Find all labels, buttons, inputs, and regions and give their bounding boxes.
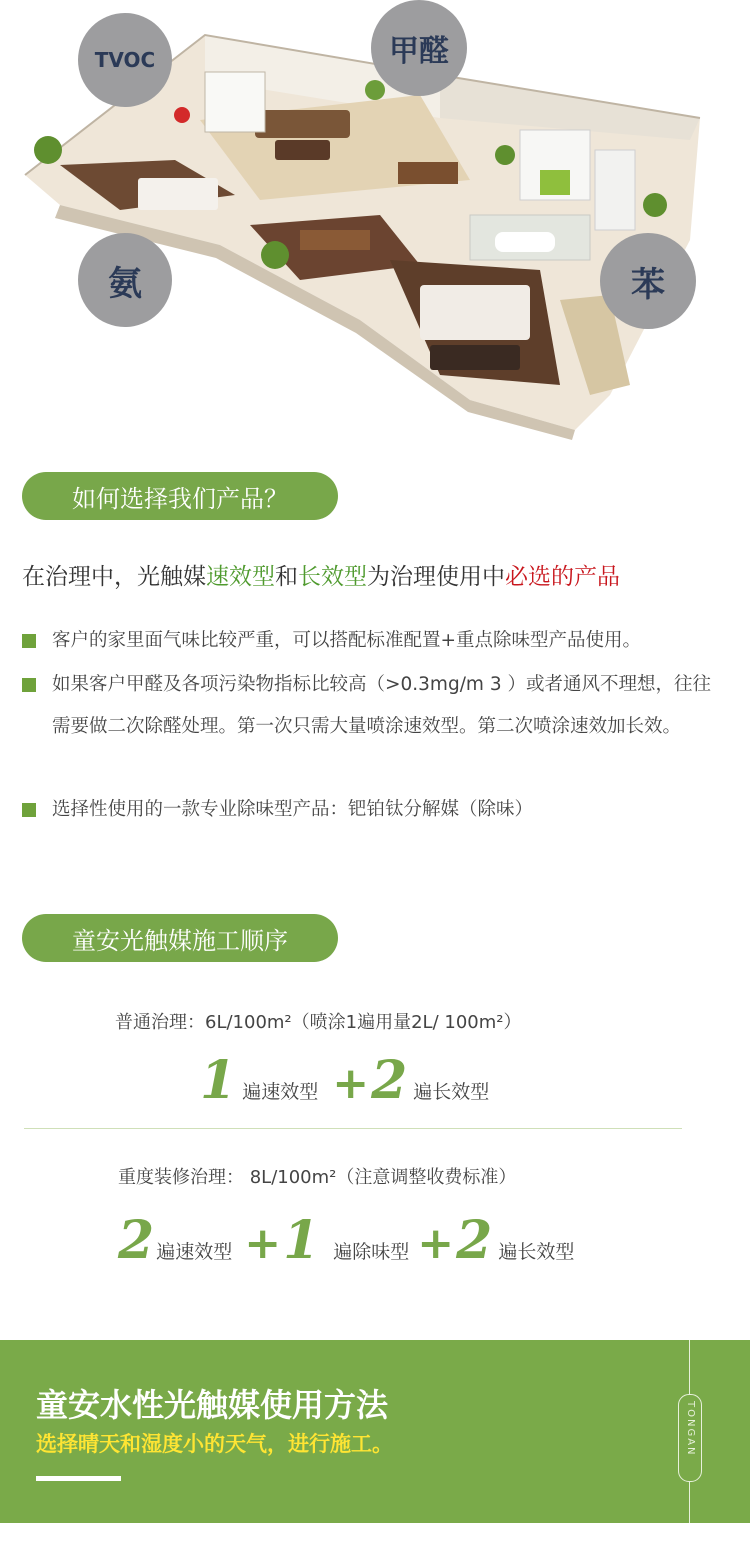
lead-part1: 在治理中，光触媒 bbox=[22, 564, 206, 590]
lead-highlight-long: 长效型 bbox=[298, 564, 367, 590]
heavy-treatment-desc: 重度装修治理： 8L/100m²（注意调整收费标准） bbox=[118, 1167, 517, 1188]
decor-line-top bbox=[689, 1340, 690, 1394]
bullet-text: 选择性使用的一款专业除味型产品：钯铂钛分解媒（除味） bbox=[52, 799, 534, 820]
normal-count-long: 2 bbox=[371, 1050, 408, 1111]
section-divider bbox=[24, 1128, 682, 1129]
bullet-text: 客户的家里面气味比较严重，可以搭配标准配置+重点除味型产品使用。 bbox=[52, 630, 642, 651]
ammonia-bubble: 氨 bbox=[78, 233, 172, 327]
usage-title: 童安水性光触媒使用方法 bbox=[36, 1386, 389, 1424]
plus-sign: + bbox=[244, 1218, 282, 1269]
usage-subtitle: 选择晴天和湿度小的天气，进行施工。 bbox=[36, 1432, 393, 1456]
lead-highlight-required: 必选的产品 bbox=[505, 564, 620, 590]
normal-treatment-formula bbox=[200, 1050, 490, 1111]
bullet-marker bbox=[22, 803, 36, 817]
heavy-count-long: 2 bbox=[456, 1210, 493, 1271]
lead-part3: 为治理使用中 bbox=[367, 564, 505, 590]
plus-sign: + bbox=[417, 1218, 455, 1269]
decor-line-bottom bbox=[689, 1482, 690, 1523]
normal-unit-fast: 遍速效型 bbox=[242, 1081, 319, 1103]
normal-unit-long: 遍长效型 bbox=[413, 1081, 490, 1103]
tvoc-bubble: TVOC bbox=[78, 13, 172, 107]
heavy-unit-long: 遍长效型 bbox=[498, 1241, 575, 1263]
normal-treatment-desc: 普通治理：6L/100m²（喷涂1遍用量2L/ 100m²） bbox=[115, 1012, 522, 1033]
lead-part2: 和 bbox=[275, 564, 298, 590]
bullet-marker bbox=[22, 678, 36, 692]
heavy-count-fast: 2 bbox=[118, 1210, 155, 1271]
brand-vertical-badge bbox=[678, 1394, 702, 1482]
construction-order-pill: 童安光触媒施工顺序 bbox=[22, 914, 338, 962]
bullet-text: 如果客户甲醛及各项污染物指标比较高（>0.3mg/m 3 ）或者通风不理想，往往需要做二次除醛处理。第一次只需大量喷涂速效型。第二次喷涂速效加长效。 bbox=[52, 674, 711, 737]
bullet-marker bbox=[22, 634, 36, 648]
heavy-treatment-formula bbox=[118, 1210, 575, 1271]
heavy-unit-fast: 遍速效型 bbox=[156, 1241, 233, 1263]
title-underline bbox=[36, 1476, 121, 1481]
benzene-bubble: 苯 bbox=[600, 233, 696, 329]
lead-highlight-fast: 速效型 bbox=[206, 564, 275, 590]
plus-sign: + bbox=[332, 1058, 370, 1109]
heavy-count-deodor: 1 bbox=[283, 1210, 320, 1271]
formaldehyde-bubble: 甲醛 bbox=[371, 0, 467, 96]
lead-sentence bbox=[22, 558, 620, 591]
normal-count-fast: 1 bbox=[200, 1050, 237, 1111]
heavy-unit-deodor: 遍除味型 bbox=[333, 1241, 410, 1263]
brand-vertical-text: TONGAN bbox=[685, 1401, 696, 1457]
how-to-choose-pill: 如何选择我们产品？ bbox=[22, 472, 338, 520]
usage-banner bbox=[0, 1340, 750, 1523]
